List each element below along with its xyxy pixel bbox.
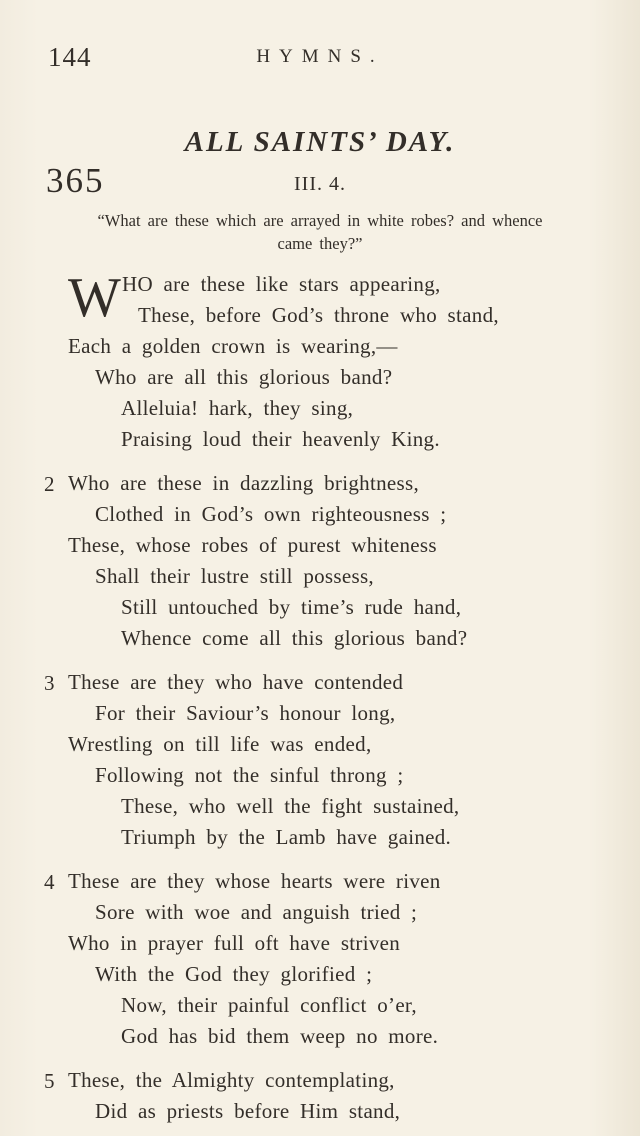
verse-line: For their Saviour’s honour long, xyxy=(95,701,396,725)
hymn-number: 365 xyxy=(46,161,105,200)
verse-line: With the God they glorified ; xyxy=(95,962,373,986)
hymn-meter: III. 4. xyxy=(294,173,346,195)
verse-line: Still untouched by time’s rude hand, xyxy=(121,595,462,619)
hymn-heading xyxy=(44,161,596,203)
verse-4 xyxy=(44,866,596,1052)
verse-line: Following not the sinful throng ; xyxy=(95,763,404,787)
verse-line: God has bid them weep no more. xyxy=(121,1024,439,1048)
page-number: 144 xyxy=(48,42,92,72)
dropcap-lines xyxy=(122,269,499,331)
hymn-verses xyxy=(44,269,596,1127)
verse-line: Who are all this glorious band? xyxy=(95,365,393,389)
verse-line: HO are these like stars appearing, xyxy=(122,272,441,296)
running-head xyxy=(44,40,596,80)
verse-line: Who are these in dazzling brightness, xyxy=(68,471,419,495)
verse-line: These are they who have contended xyxy=(68,670,404,694)
verse-line: Wrestling on till life was ended, xyxy=(68,732,372,756)
verse-1 xyxy=(68,269,596,455)
verse-line: Alleluia! hark, they sing, xyxy=(121,396,354,420)
verse-line: These, whose robes of purest whiteness xyxy=(68,533,437,557)
verse-line: Clothed in God’s own righteousness ; xyxy=(95,502,447,526)
verse-2 xyxy=(44,468,596,654)
verse-line: Shall their lustre still possess, xyxy=(95,564,374,588)
dropcap-row xyxy=(68,269,596,331)
verse-line: Praising loud their heavenly King. xyxy=(121,427,440,451)
verse-number: 2 xyxy=(44,472,55,496)
verse-line: Now, their painful conflict o’er, xyxy=(121,993,417,1017)
verse-line: These, before God’s throne who stand, xyxy=(138,303,499,327)
verse-number: 3 xyxy=(44,671,55,695)
scripture-quote-line: came they?” xyxy=(277,234,363,253)
verse-line: Did as priests before Him stand, xyxy=(95,1099,401,1123)
verse-number: 4 xyxy=(44,870,55,894)
verse-line: Who in prayer full oft have striven xyxy=(68,931,401,955)
verse-5 xyxy=(44,1065,596,1127)
section-title: ALL SAINTS’ DAY. xyxy=(184,126,456,158)
verse-line: Triumph by the Lamb have gained. xyxy=(121,825,452,849)
scripture-quote xyxy=(50,209,590,255)
verse-3 xyxy=(44,667,596,853)
drop-cap-letter: W xyxy=(68,267,121,329)
verse-line: Each a golden crown is wearing,— xyxy=(68,334,398,358)
scripture-quote-line: “What are these which are arrayed in white robes? and whence xyxy=(97,211,543,230)
verse-line: Whence come all this glorious band? xyxy=(121,626,468,650)
verse-number: 5 xyxy=(44,1069,55,1093)
running-header-title: HYMNS. xyxy=(256,46,384,67)
verse-line: These, who well the fight sustained, xyxy=(121,794,460,818)
verse-line: Sore with woe and anguish tried ; xyxy=(95,900,418,924)
verse-line: These, the Almighty contemplating, xyxy=(68,1068,395,1092)
verse-line: These are they whose hearts were riven xyxy=(68,869,441,893)
